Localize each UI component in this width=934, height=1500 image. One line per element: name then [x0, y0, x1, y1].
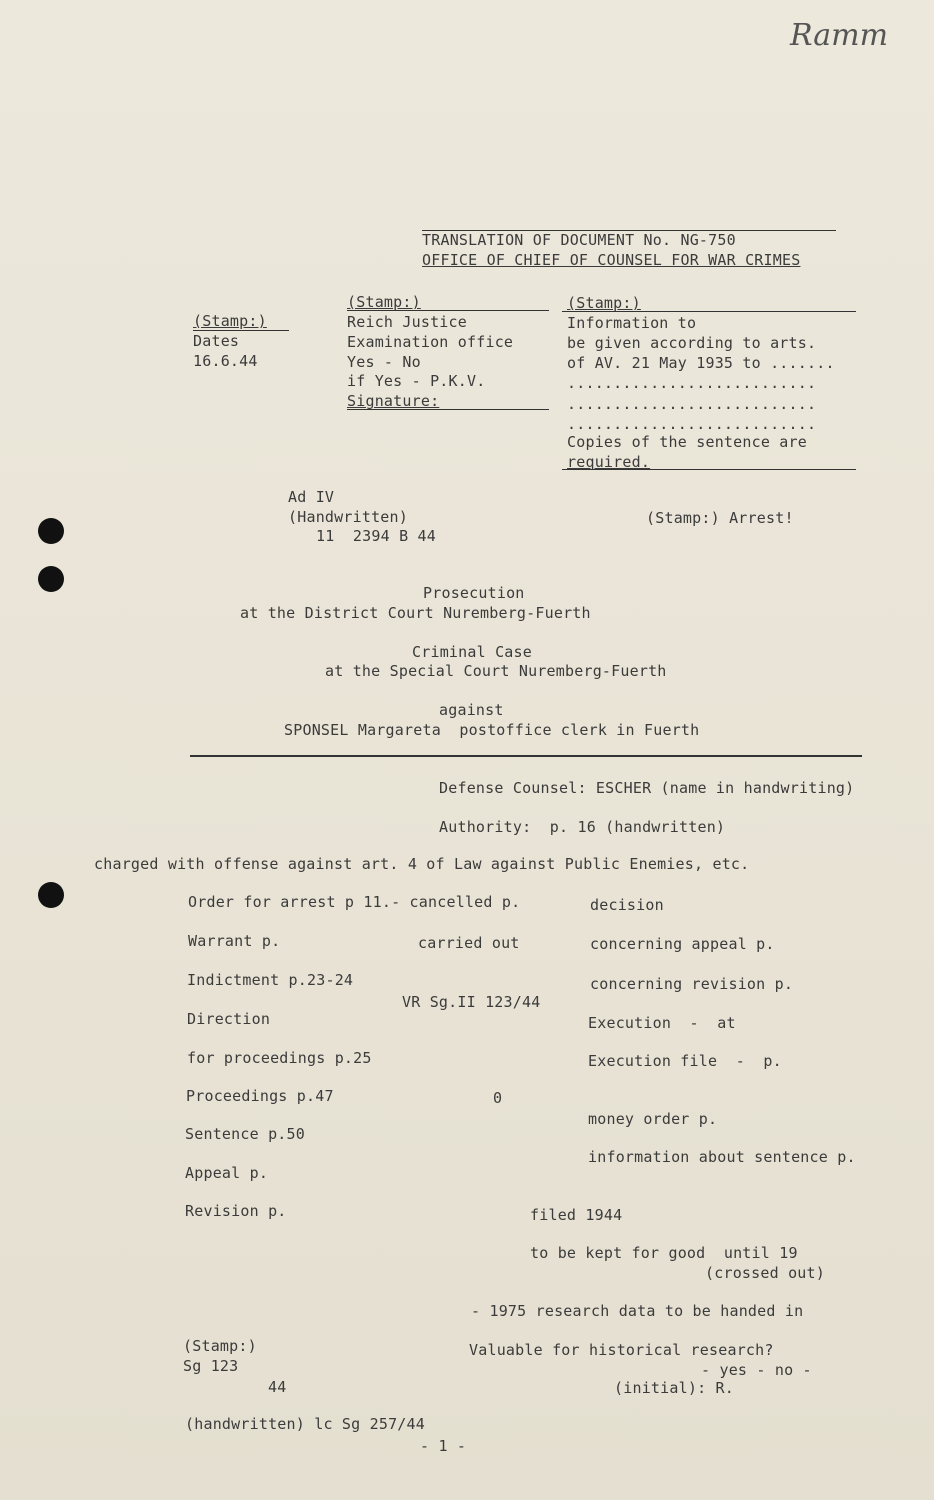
left-col-item: Appeal p.	[185, 1164, 269, 1182]
right-decision: decision	[590, 896, 664, 914]
page-number: - 1 -	[420, 1437, 467, 1455]
bottom-stamp-year: 44	[268, 1378, 287, 1396]
header-title: TRANSLATION OF DOCUMENT No. NG-750	[422, 231, 736, 249]
stamp-left-label: (Stamp:)	[193, 312, 267, 330]
left-col-item: Order for arrest p 11.- cancelled p.	[188, 893, 521, 911]
stamp-right-top-rule	[562, 311, 856, 312]
stamp-mid-line4: if Yes - P.K.V.	[347, 372, 486, 390]
right-kept: to be kept for good until 19	[530, 1244, 798, 1262]
case-prosecution: Prosecution	[423, 584, 525, 602]
punch-hole	[38, 566, 64, 592]
case-district: at the District Court Nuremberg-Fuerth	[240, 604, 591, 622]
stamp-left-date-value: 16.6.44	[193, 352, 258, 370]
stamp-left-dates: Dates	[193, 332, 240, 350]
right-revision: concerning revision p.	[590, 975, 794, 993]
stamp-mid-line2: Examination office	[347, 333, 514, 351]
stamp-mid-top-rule	[347, 310, 549, 311]
right-money-order: money order p.	[588, 1110, 718, 1128]
defense-counsel: Defense Counsel: ESCHER (name in handwriting)	[439, 779, 855, 797]
zero-mark: 0	[493, 1089, 503, 1107]
right-execution-file: Execution file - p.	[588, 1052, 782, 1070]
left-col-item: Warrant p.	[188, 932, 281, 950]
stamp-right-line2: be given according to arts.	[567, 334, 817, 352]
punch-hole	[38, 882, 64, 908]
stamp-right-line3: of AV. 21 May 1935 to .......	[567, 354, 835, 372]
handwritten-annotation: Ramm	[790, 18, 889, 53]
right-appeal: concerning appeal p.	[590, 935, 775, 953]
left-col-item: Direction	[187, 1010, 271, 1028]
case-special: at the Special Court Nuremberg-Fuerth	[325, 662, 667, 680]
separator-rule	[190, 755, 862, 757]
punch-hole	[38, 518, 64, 544]
right-information: information about sentence p.	[588, 1148, 856, 1166]
right-filed: filed 1944	[530, 1206, 623, 1224]
stamp-right-label: (Stamp:)	[567, 294, 641, 312]
stamp-right-dots: ...........................	[567, 395, 817, 413]
bottom-stamp-sg: Sg 123	[183, 1357, 239, 1375]
left-col-item: Proceedings p.47	[186, 1087, 334, 1105]
handwritten-reference: (handwritten) lc Sg 257/44	[185, 1415, 425, 1433]
right-valuable: Valuable for historical research?	[469, 1341, 774, 1359]
right-crossed: (crossed out)	[705, 1264, 825, 1282]
right-yes-no: - yes - no -	[701, 1361, 812, 1379]
right-execution: Execution - at	[588, 1014, 736, 1032]
right-initial: (initial): R.	[614, 1379, 734, 1397]
charged-line: charged with offense against art. 4 of Law against Public Enemies, etc.	[94, 855, 750, 873]
stamp-mid-label: (Stamp:)	[347, 293, 421, 311]
case-criminal: Criminal Case	[412, 643, 532, 661]
bottom-stamp-label: (Stamp:)	[183, 1337, 257, 1355]
stamp-right-line4: Copies of the sentence are	[567, 433, 807, 451]
left-col-item: Sentence p.50	[185, 1125, 305, 1143]
right-research: - 1975 research data to be handed in	[471, 1302, 804, 1320]
ad-line1: Ad IV	[288, 488, 335, 506]
stamp-right-line5: required.	[567, 453, 651, 471]
stamp-right-dots: ...........................	[567, 415, 817, 433]
stamp-mid-bottom-rule	[347, 409, 549, 410]
left-col-item: Revision p.	[185, 1202, 287, 1220]
stamp-right-bottom-rule	[562, 469, 856, 470]
stamp-right-line1: Information to	[567, 314, 697, 332]
stamp-mid-signature: Signature:	[347, 392, 440, 410]
vr-reference: VR Sg.II 123/44	[402, 993, 541, 1011]
carried-out: carried out	[418, 934, 520, 952]
authority: Authority: p. 16 (handwritten)	[439, 818, 726, 836]
stamp-right-dots: ...........................	[567, 374, 817, 392]
arrest-stamp: (Stamp:) Arrest!	[646, 509, 794, 527]
left-col-item: for proceedings p.25	[187, 1049, 372, 1067]
ad-line3: 11 2394 B 44	[316, 527, 436, 545]
header-office: OFFICE OF CHIEF OF COUNSEL FOR WAR CRIMES	[422, 251, 801, 269]
ad-line2: (Handwritten)	[288, 508, 408, 526]
stamp-mid-line1: Reich Justice	[347, 313, 467, 331]
case-defendant: SPONSEL Margareta postoffice clerk in Fuerth	[284, 721, 700, 739]
stamp-mid-line3: Yes - No	[347, 353, 421, 371]
case-against: against	[439, 701, 504, 719]
left-col-item: Indictment p.23-24	[187, 971, 354, 989]
